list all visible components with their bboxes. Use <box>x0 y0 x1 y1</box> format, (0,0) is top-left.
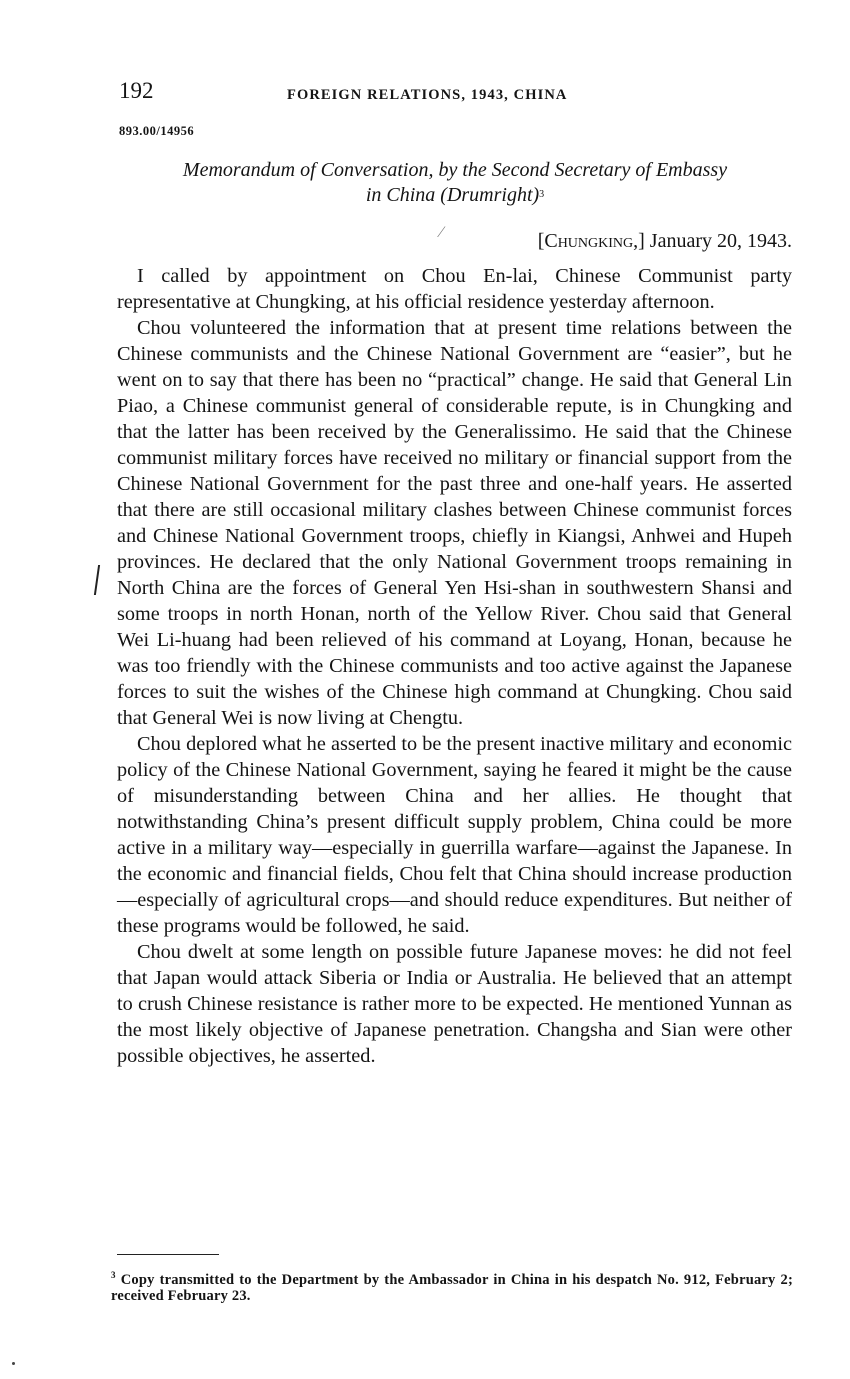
title-line-2-text: in China (Drumright) <box>365 184 540 206</box>
paragraph-4: Chou dwelt at some length on possible future Japanese moves: he did not feel that Japan would attack Siberia or India or Australia. He believed that an attempt to crush Chinese resistance is rather more to be expected. He mentioned Yunnan as the most likely objective of Japanese penetration. Changsha and Sian were other possible objectives, he asserted. <box>117 941 792 1067</box>
pencil-mark: ⁄ <box>440 224 443 241</box>
title-line-1: Memorandum of Conversation, by the Second Secretary of Embassy <box>182 159 728 181</box>
paragraph-2: Chou volunteered the information that at present time relations between the Chinese communists and the Chinese National Government are “easier”, but he went on to say that there has been no “practical” change. He said that General Lin Piao, a Chinese communist general of considerable repute, is in Chungking and that the latter has been received by the Generalissimo. He said that the Chinese communist military forces have received no military or financial support from the Chinese National Government for the past three and one-half years. He asserted that there are still occasional military clashes between Chinese communist forces and Chinese National Government troops, chiefly in Kiangsi, Anhwei and Hupeh provinces. He declared that the only National Government troops remaining in North China are the forces of General Yen Hsi-shan in southwestern Shansi and some troops in north Honan, north of the Yellow River. Chou said that General Wei Li-huang had been relieved of his command at Loyang, Honan, because he was too friendly with the Chinese communists and too active against the Japanese forces to suit the wishes of the Chinese high command at Chungking. Chou said that General Wei is now living at Chengtu. <box>117 317 792 729</box>
page-number: 192 <box>119 78 154 103</box>
memorandum-body <box>117 263 792 1069</box>
footnote-rule <box>117 1254 219 1255</box>
running-head: FOREIGN RELATIONS, 1943, CHINA <box>287 87 568 103</box>
paragraph-1: I called by appointment on Chou En-lai, Chinese Communist party representative at Chungking, at his official residence yesterday afternoon. <box>117 265 792 313</box>
title-footnote-marker: 3 <box>539 189 545 200</box>
dateline-place: [Chungking,] <box>537 230 645 252</box>
dateline <box>538 230 792 253</box>
scan-speck <box>12 1362 15 1365</box>
footnote-marker: 3 <box>111 1270 116 1280</box>
dateline-date: January 20, 1943. <box>649 230 792 252</box>
file-number: 893.00/14956 <box>119 124 195 138</box>
title-line-2 <box>110 183 800 208</box>
margin-tick <box>94 565 100 595</box>
memorandum-title <box>110 158 800 208</box>
footnote <box>111 1267 793 1304</box>
footnote-text: Copy transmitted to the Department by the Ambassador in China in his despatch No. 912, February 2; received February 23. <box>111 1271 793 1304</box>
paragraph-3: Chou deplored what he asserted to be the present inactive military and economic policy of the Chinese National Government, saying he feared it might be the cause of misunderstanding between China and her allies. He thought that notwithstanding China’s present difficult supply problem, China could be more active in a military way—especially in guerrilla warfare—against the Japanese. In the economic and financial fields, Chou felt that China should increase production—especially of agricultural crops—and should reduce expenditures. But neither of these programs would be followed, he said. <box>117 733 792 937</box>
